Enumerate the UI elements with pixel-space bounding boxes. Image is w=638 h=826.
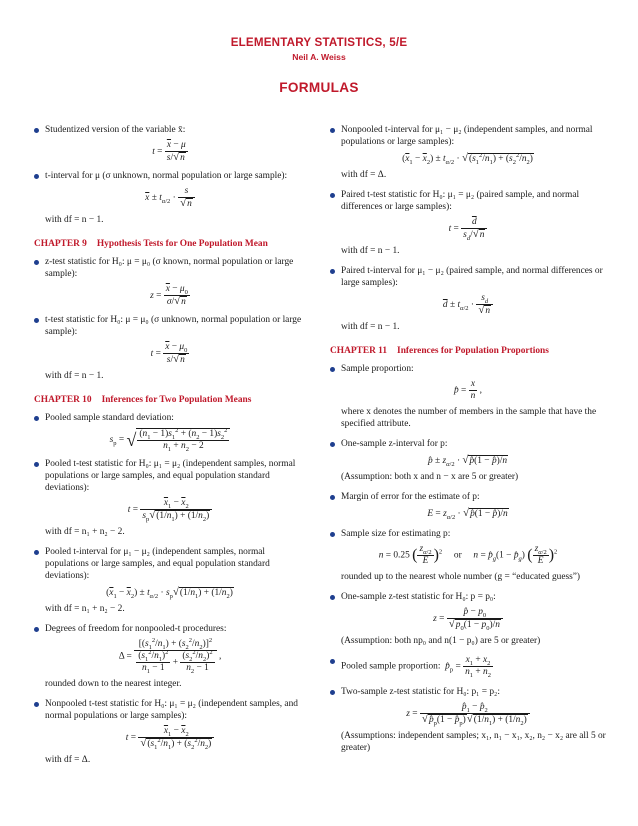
formula: $E = z_{\alpha/2}$ · √p̂(1 − p̂)/n — [427, 507, 508, 521]
formula: $(\overline{x}_1 - \overline{x}_2) \pm t_{\alpha/2} \cdot s_p√(1/n_1) + (1/n_2)$ — [106, 586, 233, 600]
item-text: Nonpooled t-test statistic for H₀: μ₁ = μ₂ (independent samples, and normal populations or large samples): — [45, 699, 298, 721]
bullet-icon — [34, 702, 39, 707]
book-title: ELEMENTARY STATISTICS, 5/E — [230, 36, 408, 49]
left-column — [34, 124, 306, 766]
note-text: rounded up to the nearest whole number (g = “educated guess”) — [341, 572, 581, 582]
item-text: Sample proportion: — [341, 364, 414, 374]
formula: $\overline{x} \pm t_{\alpha/2}$ · $\frac{s}{√n}$ — [34, 186, 306, 210]
list-item — [330, 528, 606, 540]
item-text: Sample size for estimating p: — [341, 529, 451, 539]
bullet-icon — [34, 260, 39, 265]
bullet-icon — [34, 462, 39, 467]
formula: Δ = $[(s_1^2/n_1) + (s_2^2/n_2)]^2$ $\frac{(s_1^2/n_1)^2}{n_1 - 1}$ + $\frac{(s_2^2/n_2)^2}{n_2 - 1}$ , — [118, 636, 222, 675]
chapter-heading: CHAPTER 9 Hypothesis Tests for One Population Mean — [34, 239, 268, 249]
list-item — [330, 438, 606, 450]
list-item — [34, 124, 306, 136]
item-text: t-test statistic for H₀: μ = μ₀ (σ unknown, normal population or large sample): — [45, 315, 302, 337]
formula: t = $\frac{\overline{x}_1 - \overline{x}_2}{√(s_1^2/n_1) + (s_2^2/n_2)}$ — [34, 726, 306, 750]
list-item — [34, 458, 306, 494]
note-text: with df = n − 1. — [341, 246, 400, 256]
item-text: One-sample z-interval for p: — [341, 439, 448, 449]
formula: t = $\frac{\overline{x} - \mu}{s/√n}$ — [34, 140, 306, 164]
list-item — [330, 491, 606, 503]
bullet-icon — [330, 495, 335, 500]
right-column — [330, 124, 606, 754]
item-text: Nonpooled t-interval for μ₁ − μ₂ (independent samples, and normal populations or large samples): — [341, 125, 593, 147]
formula: z = $\frac{p̂ - p_0}{√p_0(1 - p_0)/n}$ — [330, 607, 606, 631]
formula: p̂ = $\frac{x}{n}$ , — [453, 379, 483, 401]
formula: n = 0.25 ( $\frac{z_{\alpha/2}}{E}$ )$^2$ or $n = p̂_g(1$ − $p̂_g$) ( $\frac{z_{\alpha/2}}{E}$ )$^2$ — [378, 544, 558, 566]
bullet-icon — [330, 442, 335, 447]
list-item — [34, 546, 306, 582]
note-text: with df = n − 1. — [45, 215, 104, 225]
list-item — [34, 412, 306, 424]
item-text: Pooled t-test statistic for H₀: μ₁ = μ₂ (independent samples, normal populations or large samples, and equal population standard deviations): — [45, 459, 296, 493]
formulas-title: FORMULAS — [279, 80, 359, 95]
item-text: Paired t-interval for μ₁ − μ₂ (paired sample, and normal differences or large samples): — [341, 266, 603, 288]
list-item — [330, 124, 606, 148]
formula: z = $\frac{p̂_1 - p̂_2}{√p̂_p(1 - p̂_p)√(1/n_1) + (1/n_2)}$ — [330, 702, 606, 726]
note-text: with df = n₁ + n₂ − 2. — [45, 604, 125, 614]
list-item — [330, 686, 606, 698]
bullet-icon — [330, 690, 335, 695]
formula: $(\overline{x}_1 - \overline{x}_2) \pm t_{\alpha/2} \cdot √(s_1^2/n_1) + (s_2^2/n_2)$ — [402, 151, 533, 166]
formula: $s_p$ = √ $\frac{(n_1 - 1)s_1^2 + (n_2 - 1)s_2^2}{n_1 + n_2 - 2}$ — [34, 428, 306, 452]
book-author: Neil A. Weiss — [292, 52, 346, 62]
formula: p̂ ± $z_{\alpha/2}$ · √p̂(1 − p̂)/n — [427, 454, 508, 468]
note-text: (Assumptions: independent samples; x₁, n₁ − x₁, x₂, n₂ − x₂ are all 5 or greater) — [341, 731, 606, 753]
note-text: where x denotes the number of members in the sample that have the specified attribute. — [341, 407, 597, 429]
list-item — [330, 189, 606, 213]
item-text: z-test statistic for H₀: μ = μ₀ (σ known, normal population or large sample): — [45, 257, 294, 279]
list-item — [34, 170, 306, 182]
note-text: with df = n − 1. — [45, 371, 104, 381]
bullet-icon — [330, 128, 335, 133]
list-item — [34, 314, 306, 338]
list-item — [34, 623, 306, 635]
note-text: with df = n − 1. — [341, 322, 400, 332]
bullet-icon — [330, 532, 335, 537]
bullet-icon — [34, 627, 39, 632]
bullet-icon — [330, 269, 335, 274]
formula: $\overline{d} \pm t_{\alpha/2}$ · $\frac{s_d}{√n}$ — [330, 293, 606, 317]
chapter-heading: CHAPTER 10 Inferences for Two Population Means — [34, 395, 252, 405]
item-text: Two-sample z-test statistic for H₀: p₁ = p₂: — [341, 687, 500, 697]
bullet-icon — [330, 659, 335, 664]
formula: t = $\frac{\overline{x}_1 - \overline{x}_2}{s_p√(1/n_1) + (1/n_2)}$ — [34, 498, 306, 522]
bullet-icon — [330, 367, 335, 372]
note-text: with df = Δ. — [45, 755, 91, 765]
note-text: with df = n₁ + n₂ − 2. — [45, 527, 125, 537]
bullet-icon — [330, 193, 335, 198]
note-text: rounded down to the nearest integer. — [45, 679, 182, 689]
item-text: Pooled sample standard deviation: — [45, 413, 174, 423]
bullet-icon — [34, 174, 39, 179]
note-text: (Assumption: both x and n − x are 5 or greater) — [341, 472, 519, 482]
list-item — [330, 591, 606, 603]
item-text: Studentized version of the variable x̄: — [45, 125, 186, 135]
formula: t = $\frac{\overline{d}}{s_d/√n}$ — [330, 217, 606, 241]
list-item — [330, 655, 606, 678]
formula: t = $\frac{\overline{x} - \mu_0}{s/√n}$ — [150, 342, 188, 365]
item-text: t-interval for μ (σ unknown, normal population or large sample): — [45, 171, 288, 181]
list-item — [330, 363, 606, 375]
note-text: (Assumption: both np₀ and n(1 − p₀) are 5 or greater) — [341, 636, 541, 646]
item-text: Pooled sample proportion: $p̂_p$ = $\frac{x_1 + x_2}{n_1 + n_2}$ — [341, 655, 491, 679]
bullet-icon — [330, 595, 335, 600]
note-text: with df = Δ. — [341, 170, 387, 180]
or-text: or — [453, 550, 462, 561]
list-item — [34, 698, 306, 722]
bullet-icon — [34, 318, 39, 323]
item-text: Degrees of freedom for nonpooled-t procedures: — [45, 624, 227, 634]
bullet-icon — [34, 128, 39, 133]
item-text: One-sample z-test statistic for H₀: p = p₀: — [341, 592, 496, 602]
item-text: Margin of error for the estimate of p: — [341, 492, 480, 502]
chapter-heading: CHAPTER 11 Inferences for Population Proportions — [330, 346, 549, 356]
item-text: Pooled t-interval for μ₁ − μ₂ (independent samples, normal populations or large samples, and equal population standard deviations): — [45, 547, 270, 581]
formula: z = $\frac{\overline{x} - \mu_0}{\sigma/√n}$ — [150, 284, 188, 307]
bullet-icon — [34, 550, 39, 555]
list-item — [34, 256, 306, 280]
item-text: Paired t-test statistic for H₀: μ₁ = μ₂ (paired sample, and normal differences or large samples): — [341, 190, 580, 212]
bullet-icon — [34, 416, 39, 421]
list-item — [330, 265, 606, 289]
